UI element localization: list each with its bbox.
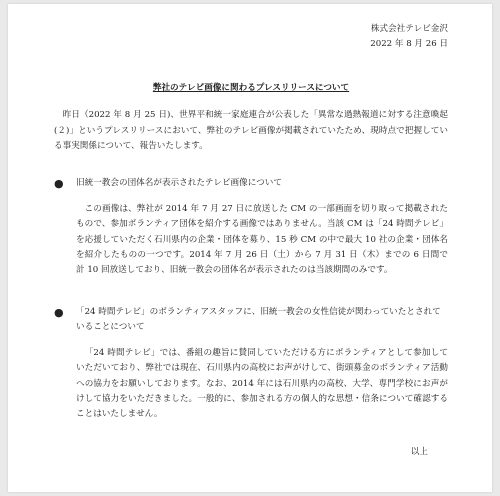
bullet-icon: ● [54,305,64,319]
closing-mark: 以上 [410,446,428,457]
bullet-icon: ● [54,177,64,191]
document-date: 2022 年 8 月 26 日 [370,39,448,50]
section-heading-text: 「24 時間テレビ」のボランティアスタッフに、旧統一教会の女性信徒が関わっていたとされていることについて [76,306,441,333]
section-body-1: この画像は、弊社が 2014 年 7 月 27 日に放送した CM の一部画面を切り取って掲載されたもので、参加ボランティア団体を紹介する画像ではありません。当該 CM は「24 時間テレビ」を応援していただく石川県内の企業・団体を募り、15 秒 CM の中で最大 10 社の企業・団体名を紹介したものの一つです。2014 年 7 月 26 日（土）から 7 月 31 日（木）までの 6 日間で計 10 回放送しており、旧統一教会の団体名が表示されたのは当該期間のみです。 [76,203,448,276]
section-heading-2 [54,305,448,336]
section-heading-text: 旧統一教会の団体名が表示されたテレビ画像について [76,178,282,189]
company-name: 株式会社テレビ金沢 [370,24,448,34]
section-heading-1 [54,176,448,191]
document-page [8,4,492,492]
document-title: 弊社のテレビ画像に関わるプレスリリースについて [152,82,350,93]
section-body-2: 「24 時間テレビ」では、番組の趣旨に賛同していただける方にボランティアとして参加していただいており、弊社では現在、石川県内の高校にお声がけして、街頭募金のボランティア活動への協力をお願いしております。なお、2014 年には石川県内の高校、大学、専門学校にお声がけして協力をいただきました。一般的に、参加される方の個人的な思想・信条について確認することはいたしません。 [76,347,448,420]
intro-paragraph: 昨日（2022 年 8 月 25 日)、世界平和統一家庭連合が公表した「異常な過熱報道に対する注意喚起(２)」というプレスリリースにおいて、弊社のテレビ画像が掲載されていたため、現時点で把握している事実関係について、報告いたします。 [54,110,448,152]
